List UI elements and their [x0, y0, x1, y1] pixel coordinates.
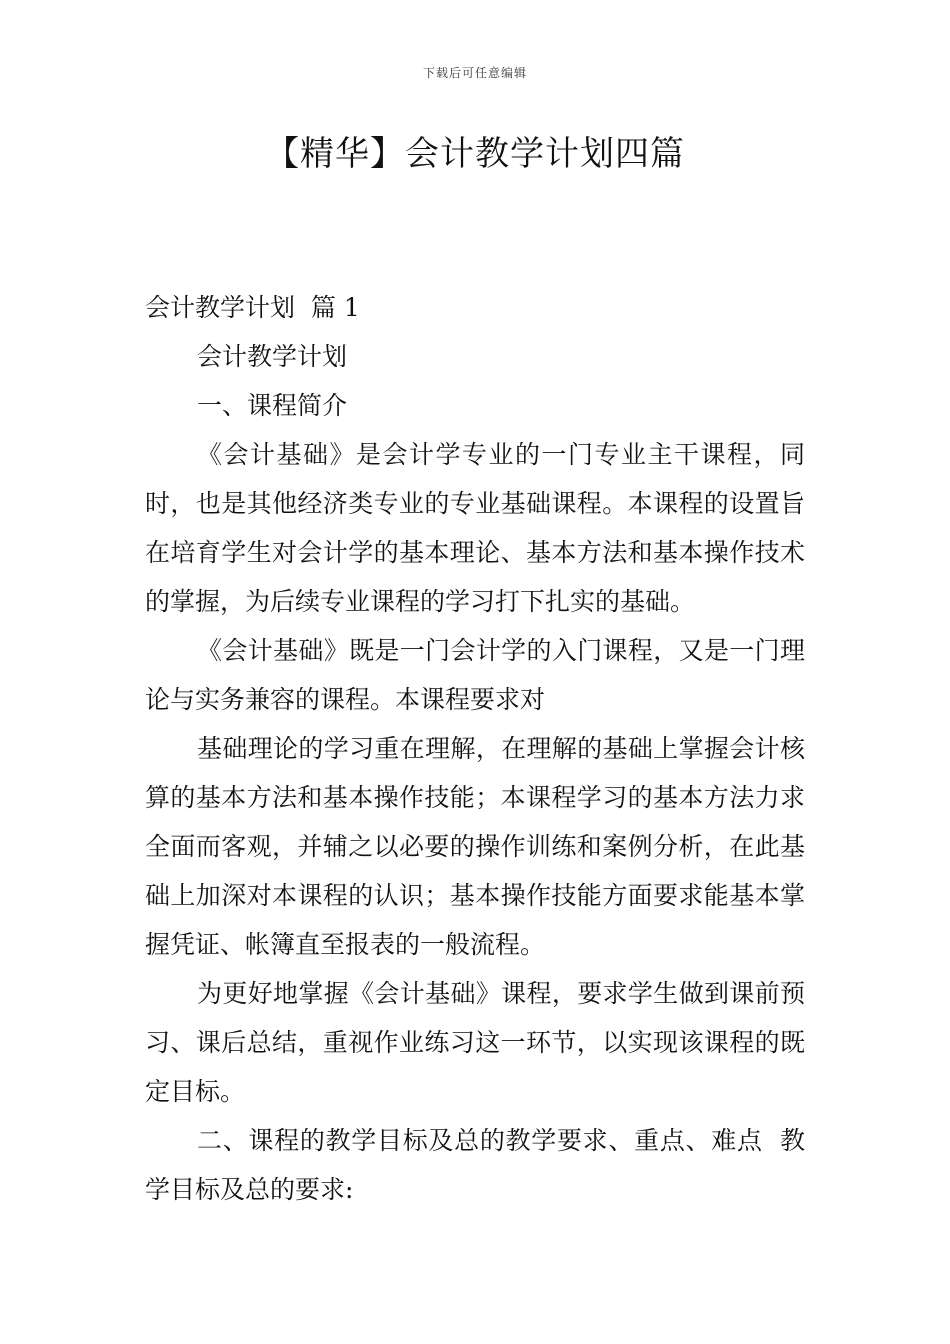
paragraph: 《会计基础》是会计学专业的一门专业主干课程，同时，也是其他经济类专业的专业基础课程。本课程的设置旨在培育学生对会计学的基本理论、基本方法和基本操作技术的掌握，为后续专业课程的学习打下扎实的基础。 — [145, 440, 805, 616]
paragraph: 《会计基础》既是一门会计学的入门课程，又是一门理论与实务兼容的课程。本课程要求对 — [145, 636, 805, 714]
paragraph: 基础理论的学习重在理解，在理解的基础上掌握会计核算的基本方法和基本操作技能；本课程学习的基本方法力求全面而客观，并辅之以必要的操作训练和案例分析，在此基础上加深对本课程的认识；基本操作技能方面要求能基本掌握凭证、帐簿直至报表的一般流程。 — [145, 734, 805, 959]
document-body — [145, 283, 805, 1214]
section-heading: 会计教学计划 篇 1 — [145, 293, 360, 322]
header-note: 下载后可任意编辑 — [422, 66, 527, 80]
paragraph: 二、课程的教学目标及总的教学要求、重点、难点 教学目标及总的要求: — [145, 1126, 805, 1204]
paragraph: 为更好地掌握《会计基础》课程，要求学生做到课前预习、课后总结，重视作业练习这一环节，以实现该课程的既定目标。 — [145, 979, 805, 1106]
document-title: 【精华】会计教学计划四篇 — [265, 134, 685, 174]
paragraph: 会计教学计划 — [197, 342, 348, 371]
paragraph: 一、课程简介 — [197, 391, 348, 420]
